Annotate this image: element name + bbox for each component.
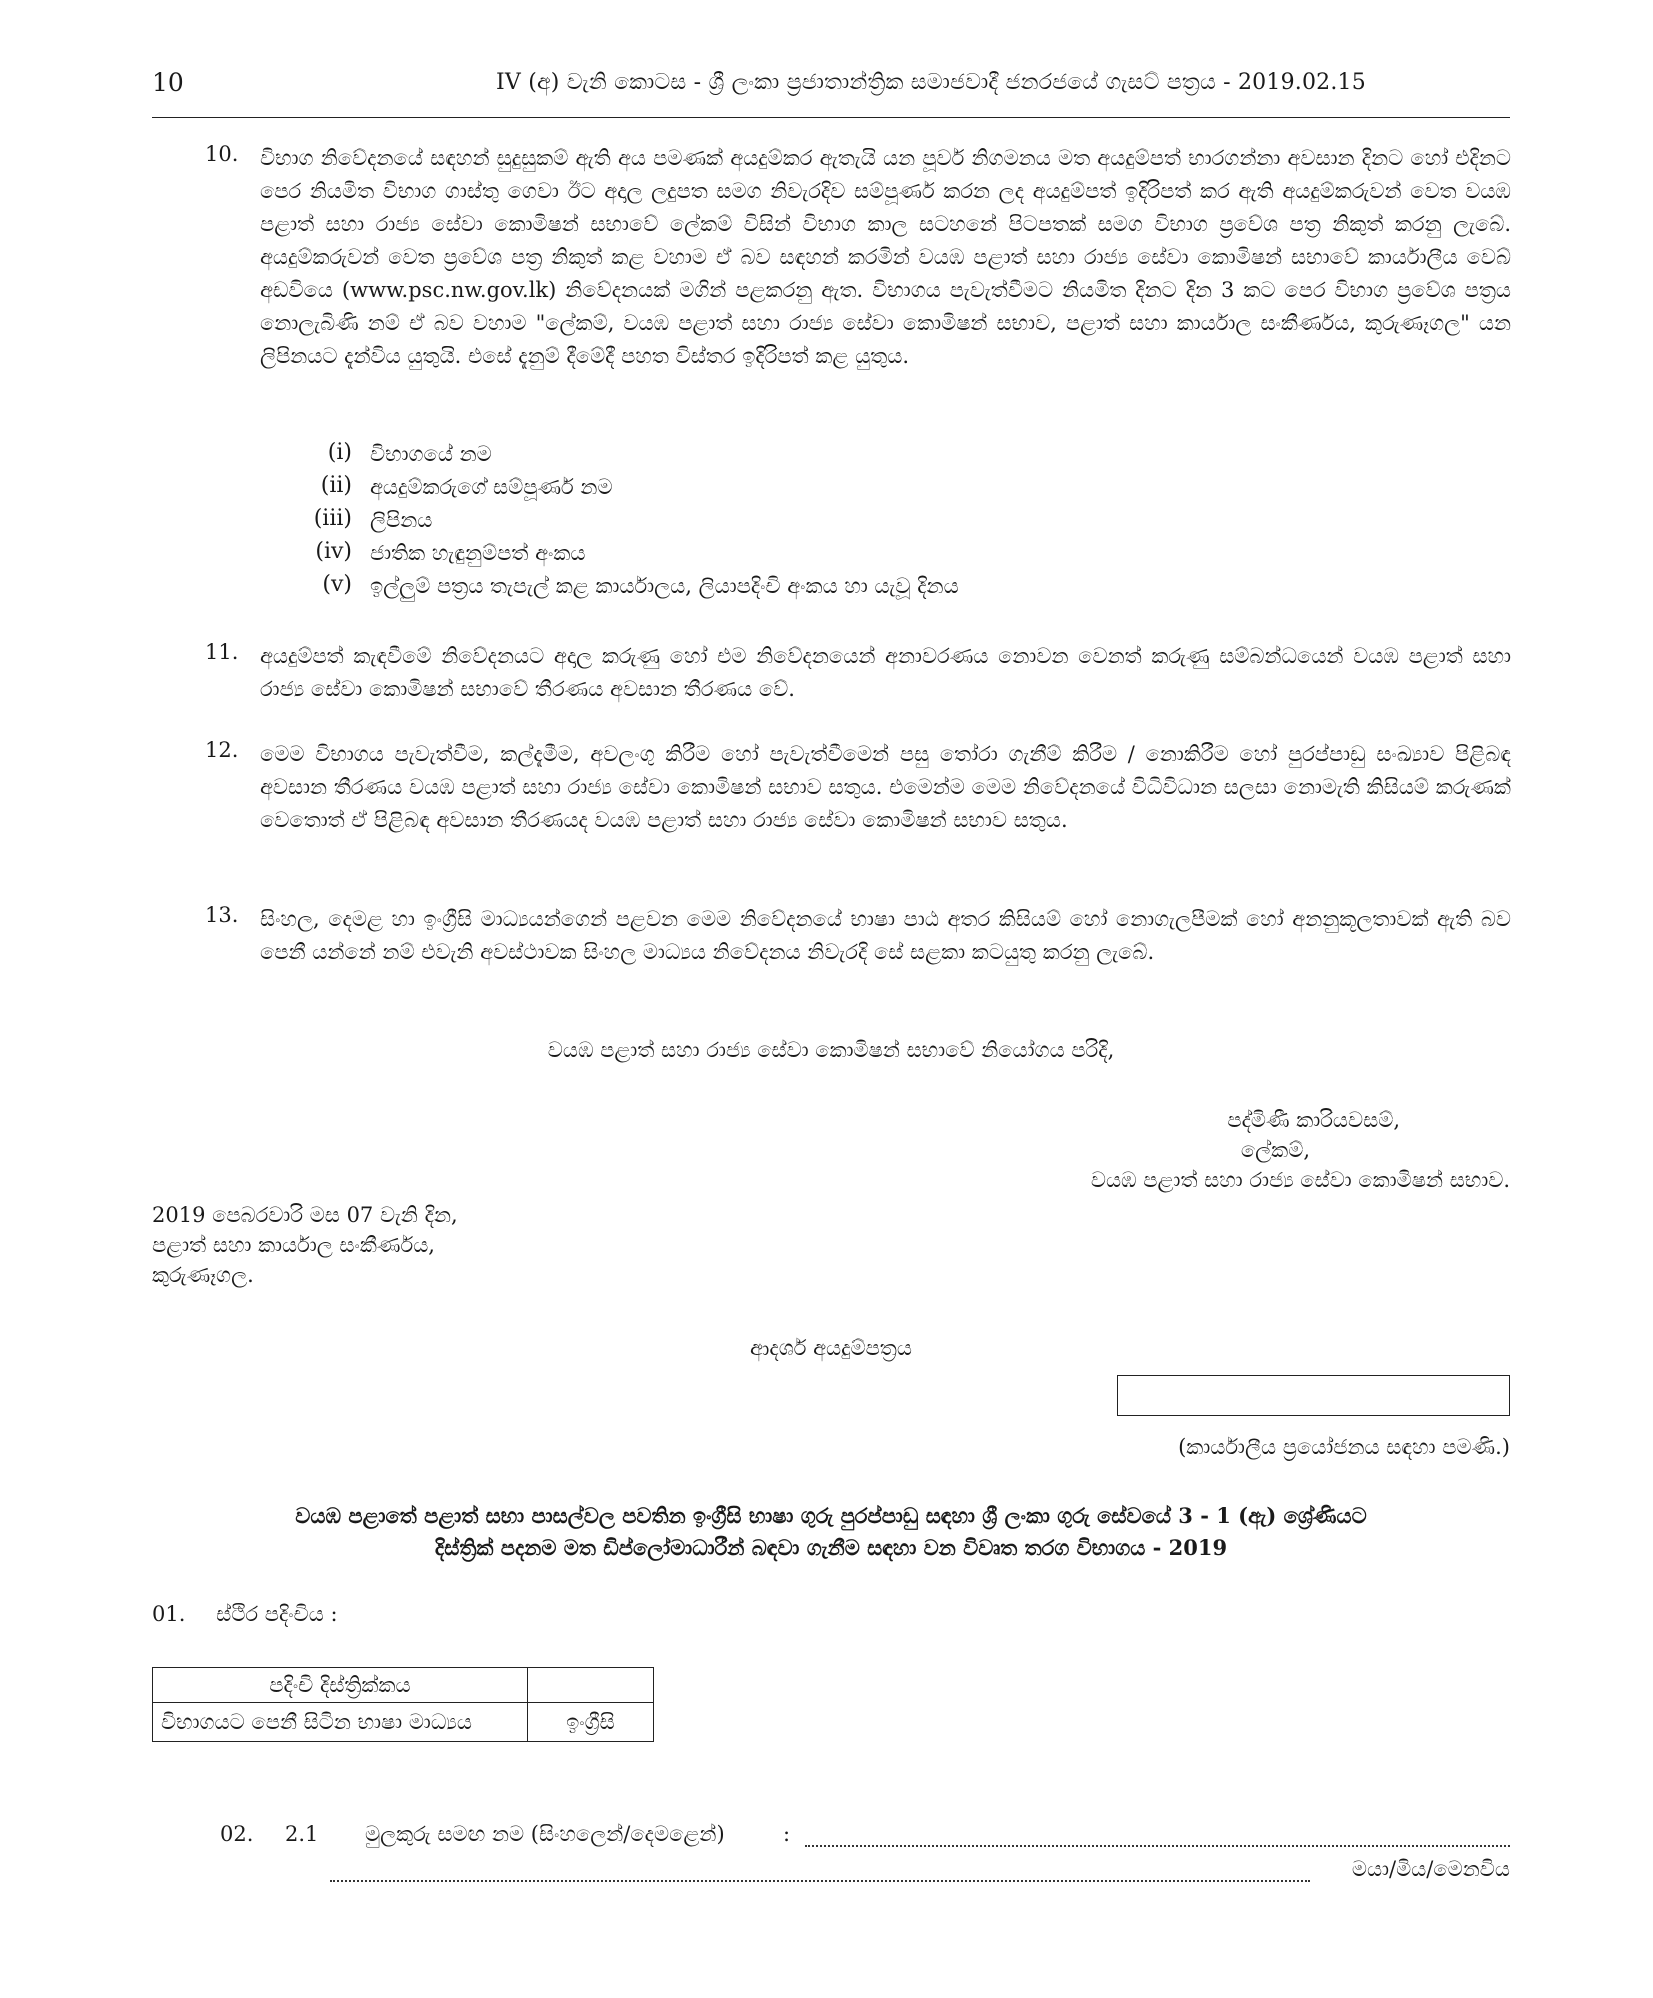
paragraph-number: 12. xyxy=(205,738,239,762)
table-cell-medium-label: විභාගයට පෙනී සිටින භාෂා මාධ්‍යය xyxy=(153,1703,528,1742)
form-title-line: දිස්ත්‍රික් පදනම මත ඩිප්ලෝමාධාරීන් බඳවා ගැනීම සඳහා වන විවෘත තරග විභාගය - 2019 xyxy=(434,1535,1228,1560)
paragraph-12 xyxy=(205,738,1511,837)
required-details-list xyxy=(300,440,1200,605)
issue-office: පළාත් සහා කාර්යාල සංකීර්ණය, xyxy=(152,1233,435,1257)
table-row xyxy=(153,1668,654,1703)
paragraph-text: සිංහල, දෙමළ හා ඉංග්‍රීසි මාධ්‍යයන්ගෙන් පළවන මෙම නිවේදනයේ භාෂා පාඨ අතර කිසියම් හෝ නොගැලපීමක් හෝ අනනුකූලතාවක් ඇති බව පෙනී යන්නේ නම් එවැනි අවස්ථාවක සිංහල මාධ්‍යය නිවේදනය නිවැරදි සේ සළකා කටයුතු කරනු ලැබේ. xyxy=(260,907,1511,964)
section-name-with-initials xyxy=(220,1822,1510,1856)
section-number: 02. xyxy=(220,1822,254,1846)
list-item xyxy=(300,539,1200,572)
signatory-name: පද්මිණී කාරියවසම්, xyxy=(1227,1108,1400,1132)
running-title: IV (අ) වැනි කොටස - ශ්‍රී ලංකා ප්‍රජාතාන්ත්‍රික සමාජවාදී ජනරජයේ ගැසට් පත්‍රය - 2019.02.15 xyxy=(496,70,1366,95)
form-title-line: වයඹ පළාතේ පළාත් සභා පාසල්වල පවතින ඉංග්‍රීසි භාෂා ගුරු පුරප්පාඩු සඳහා ශ්‍රී ලංකා ගුරු සේවයේ 3 - 1 (ඇ) ශ්‍රේණියට xyxy=(295,1503,1367,1528)
section-permanent-residence xyxy=(152,1602,338,1627)
title-options: මයා/මිය/මෙනවිය xyxy=(1351,1857,1510,1881)
issue-city: කුරුණෑගල. xyxy=(152,1263,254,1287)
table-row xyxy=(153,1703,654,1742)
list-item-number: (ii) xyxy=(320,473,352,498)
form-title xyxy=(152,1500,1510,1564)
name-input-line[interactable] xyxy=(805,1845,1510,1847)
table-cell-medium-value: ඉංග්‍රීසි xyxy=(527,1703,653,1742)
paragraph-11 xyxy=(205,640,1511,706)
list-item-text: ලිපිනය xyxy=(370,508,433,532)
issue-date: 2019 පෙබරවාරි මස 07 වැනි දින, xyxy=(152,1203,458,1227)
list-item-number: (i) xyxy=(327,440,352,465)
signature-block xyxy=(900,1105,1510,1195)
form-heading: ආදර්ශ අයදුම්පත්‍රය xyxy=(750,1336,912,1360)
date-place-block xyxy=(152,1200,458,1290)
office-use-note: (කාර්යාලීය ප්‍රයෝජනය සඳහා පමණි.) xyxy=(1178,1435,1510,1459)
paragraph-number: 10. xyxy=(205,142,239,166)
name-input-line-2[interactable] xyxy=(330,1880,1310,1882)
table-header-district: පදිංචි දිස්ත්‍රික්කය xyxy=(153,1668,528,1703)
signatory-title: ලේකම්, xyxy=(1240,1138,1310,1162)
paragraph-text: මෙම විභාගය පැවැත්වීම, කල්දැමීම, අවලංගු කිරීම හෝ පැවැත්වීමෙන් පසු තෝරා ගැනීම් කිරීම / නොකිරීම හෝ පුරප්පාඩු සංඛ්‍යාව පිළිබඳ අවසාන තීරණය වයඹ පළාත් සහා රාජ්‍ය සේවා කොමිෂන් සභාව සතුය. එමෙන්ම මෙම නිවේදනයේ විධිවිධාන සලසා නොමැති කිසියම් කරුණක් වෙතොත් ඒ පිළිබඳ අවසාන තීරණයද වයඹ පළාත් සහා රාජ්‍ය සේවා කොමිෂන් සභාව සතුය. xyxy=(260,742,1511,832)
list-item xyxy=(300,473,1200,506)
name-field-label: මුලකුරු සමඟ නම (සිංහලෙන්/දෙමළෙන්) xyxy=(365,1822,725,1846)
district-input-cell[interactable] xyxy=(527,1668,653,1703)
paragraph-text: අයදුම්පත් කැඳවීමේ නිවේදනයට අදාල කරුණු හෝ එම නිවේදනයෙන් අනාවරණය නොවන වෙනත් කරුණු සම්බන්ධයෙන් වයඹ පළාත් සහා රාජ්‍ය සේවා කොමිෂන් සභාවේ තීරණය අවසාන තීරණය වේ. xyxy=(260,644,1511,701)
list-item xyxy=(300,572,1200,605)
list-item-text: අයදුම්කරුගේ සම්පූර්ණ නම xyxy=(370,475,613,499)
list-item xyxy=(300,440,1200,473)
paragraph-13 xyxy=(205,903,1511,969)
subsection-number: 2.1 xyxy=(285,1822,319,1846)
list-item-text: ජාතික හැඳුනුම්පත් අංකය xyxy=(370,541,586,565)
section-label: ස්ථිර පදිංචිය : xyxy=(216,1602,338,1626)
residence-table xyxy=(152,1667,654,1742)
paragraph-10 xyxy=(205,142,1511,373)
paragraph-number: 11. xyxy=(205,640,239,664)
page-header xyxy=(152,68,1510,108)
paragraph-text: විභාග නිවේදනයේ සඳහන් සුදුසුකම් ඇති අය පමණක් අයදුම්කර ඇතැයි යන පූර්ව නිගමනය මත අයදුම්පත් භාරගන්නා අවසාන දිනට හෝ එදිනට පෙර නියමිත විභාග ගාස්තු ගෙවා ඊට අදාල ලදුපත සමග නිවැරදිව සම්පූර්ණ කරන ලද අයදුම්පත් ඉදිරිපත් කර ඇති අයදුම්කරුවන් වෙත වයඹ පළාත් සහා රාජ්‍ය සේවා කොමිෂන් සභාවේ ලේකම් විසින් විභාග කාල සටහනේ පිටපතක් සමග විභාග ප්‍රවේශ පත්‍ර නිකුත් කරනු ලැබේ. අයදුම්කරුවන් වෙත ප්‍රවේශ පත්‍ර නිකුත් කළ වහාම ඒ බව සඳහන් කරමින් වයඹ පළාත් සහා රාජ්‍ය සේවා කොමිෂන් සභාවේ කාර්යාලීය වෙබ් අඩවියෙ (www.psc.nw.gov.lk) නිවේදනයක් මගින් පළකරනු ඇත. විභාගය පැවැත්වීමට නියමිත දිනට දින 3 කට පෙර විභාග ප්‍රවේශ පත්‍රය නොලැබිණි නම් ඒ බව වහාම "ලේකම්, වයඹ පළාත් සහා රාජ්‍ය සේවා කොමිෂන් සභාව, පළාත් සහා කාර්යාල සංකීර්ණය, කුරුණෑගල" යන ලිපිනයට දැන්විය යුතුයි. එසේ දැනුම් දීමේදී පහත විස්තර ඉදිරිපත් කළ යුතුය. xyxy=(260,146,1511,368)
office-use-box xyxy=(1117,1375,1510,1416)
list-item xyxy=(300,506,1200,539)
list-item-text: ඉල්ලුම් පත්‍රය තැපැල් කළ කාර්යාලය, ලියාපදිංචි අංකය හා යැවූ දිනය xyxy=(370,574,959,598)
signatory-office: වයඹ පළාත් සහා රාජ්‍ය සේවා කොමිෂන් සභාව. xyxy=(1090,1168,1510,1192)
list-item-number: (iv) xyxy=(315,539,352,564)
paragraph-number: 13. xyxy=(205,903,239,927)
header-rule xyxy=(152,117,1510,118)
list-item-number: (iii) xyxy=(313,506,352,531)
list-item-text: විභාගයේ නම xyxy=(370,442,492,466)
order-line: වයඹ පළාත් සහා රාජ්‍ය සේවා කොමිෂන් සභාවේ නියෝගය පරිදි, xyxy=(547,1038,1115,1062)
section-number: 01. xyxy=(152,1602,186,1626)
page-number: 10 xyxy=(152,68,184,97)
list-item-number: (v) xyxy=(322,572,352,597)
field-colon: : xyxy=(783,1822,791,1846)
